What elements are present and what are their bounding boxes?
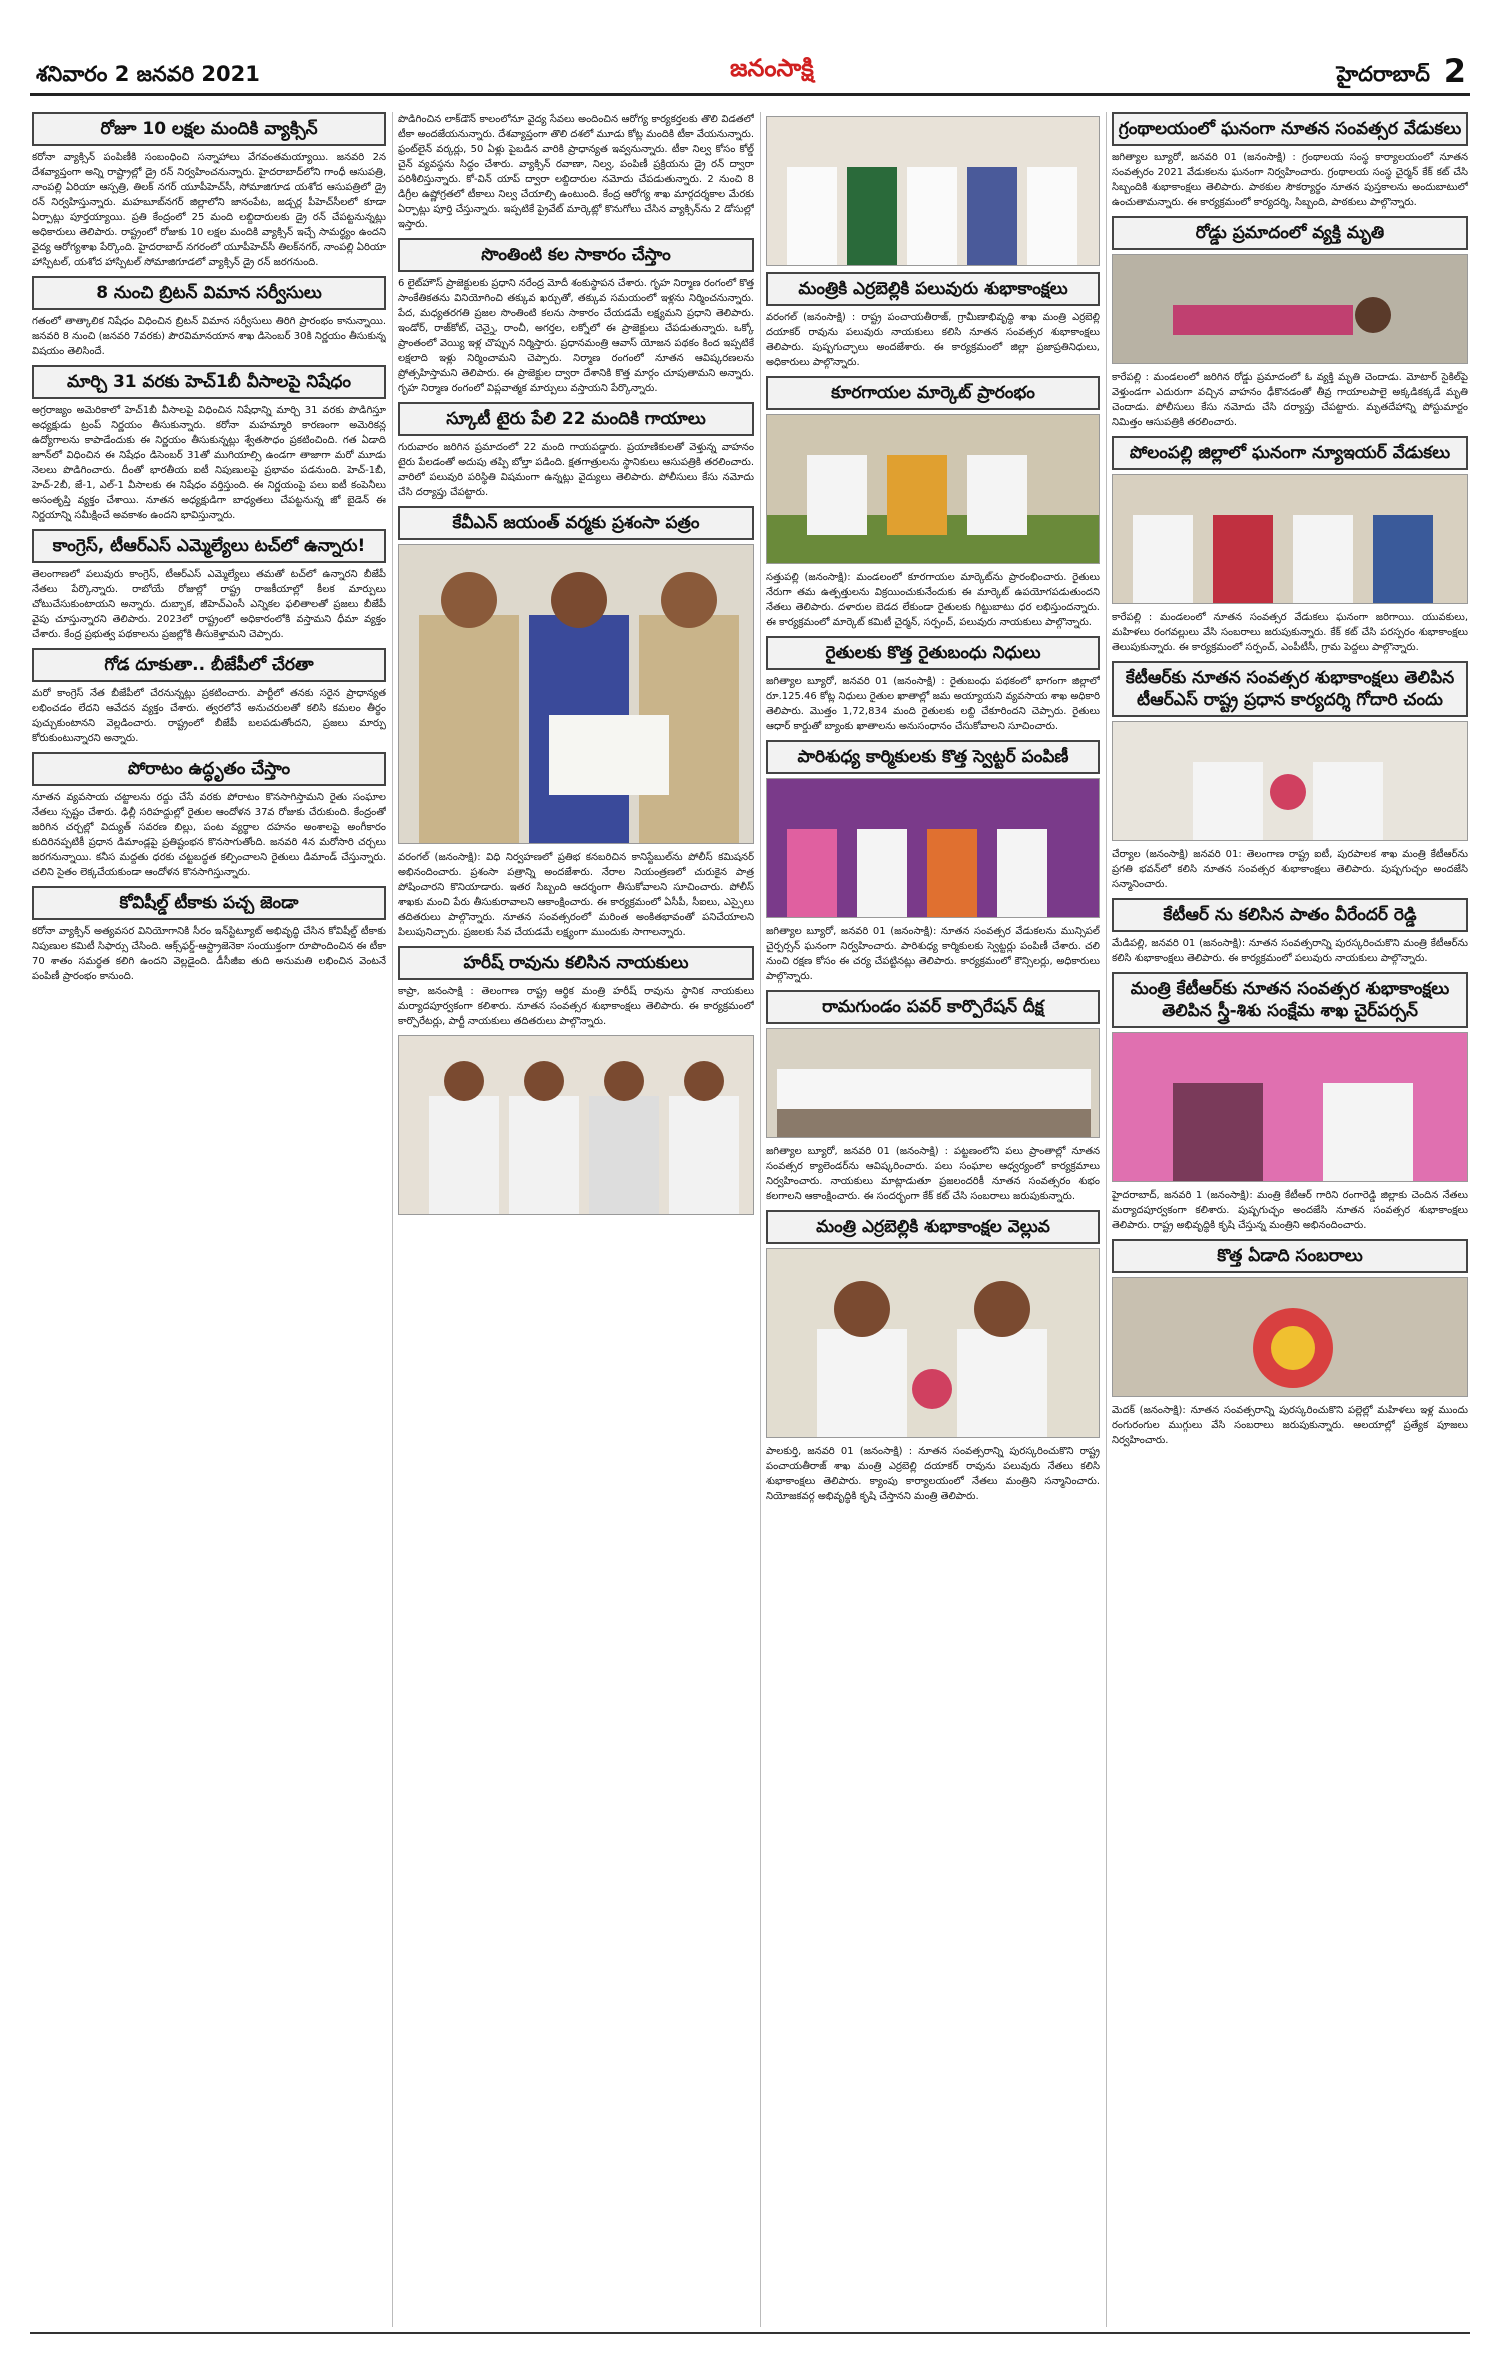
column-divider: [392, 112, 393, 2327]
article-body: 6 లైట్‌హౌస్ ప్రాజెక్టులకు ప్రధాని నరేంద్ర మోదీ శంకుస్థాపన చేశారు. గృహ నిర్మాణ రంగంలో కొత్త సాంకేతికతను వినియోగించి తక్కువ ఖర్చుతో, తక్కువ సమయంలో ఇళ్లను నిర్మించనున్నారు. పేద, మధ్యతరగతి ప్రజల సొంతింటి కలను సాకారం చేయడమే లక్ష్యమని ప్రధాని తెలిపారు. ఇండోర్, రాజ్‌కోట్, చెన్నై, రాంచీ, అగర్తల, లక్నోలో ఈ ప్రాజెక్టులు చేపడుతున్నారు. ఒక్కో ప్రాంతంలో వెయ్యి ఇళ్ల చొప్పున నిర్మిస్తారు. ప్రధానమంత్రి ఆవాస్ యోజన పథకం కింద ఇప్పటికే లక్షలాది ఇళ్లు నిర్మించామని చెప్పారు. నిర్మాణ రంగంలో నూతన ఆవిష్కరణలను ప్రోత్సహిస్తామని తెలిపారు. ఈ ప్రాజెక్టుల ద్వారా దేశానికి కొత్త మార్గం చూపుతామని అన్నారు. గృహ నిర్మాణ రంగంలో విప్లవాత్మక మార్పులు వస్తాయని పేర్కొన్నారు.: [398, 278, 754, 394]
headline: పోలంపల్లి జిల్లాలో ఘనంగా న్యూఇయర్ వేడుకలు: [1112, 436, 1468, 470]
ktr-greeting-photo: [1112, 721, 1468, 841]
headline: కోవిషీల్డ్ టీకాకు పచ్చ జెండా: [32, 886, 386, 920]
article-body: జగిత్యాల బ్యూరో, జనవరి 01 (జనంసాక్షి) : రైతుబంధు పథకంలో భాగంగా జిల్లాలో రూ.125.46 కోట్ల నిధులు రైతుల ఖాతాల్లో జమ అయ్యాయని వ్యవసాయ శాఖ అధికారి తెలిపారు. మొత్తం 1,72,834 మంది రైతులకు లబ్ది చేకూరిందని చెప్పారు. రైతులు ఆధార్ కార్డుతో బ్యాంకు ఖాతాలను అనుసంధానం చేసుకోవాలని సూచించారు.: [766, 676, 1100, 732]
minister-greeting-photo-graphic: [767, 1249, 1100, 1438]
column-1: [32, 112, 386, 2327]
ktr-greeting-photo-graphic: [1113, 722, 1468, 841]
headline: హరీష్ రావును కలిసిన నాయకులు: [398, 946, 754, 980]
greeting-photo-1-graphic: [767, 117, 1100, 266]
protest-photo: [766, 1028, 1100, 1138]
headline: పోరాటం ఉద్ధృతం చేస్తాం: [32, 752, 386, 786]
headline: పారిశుధ్య కార్మికులకు కొత్త స్వెట్టర్ పంపిణీ: [766, 740, 1100, 774]
headline: మంత్రి ఎర్రబెల్లికి శుభాకాంక్షల వెల్లువ: [766, 1210, 1100, 1244]
headline: రోజూ 10 లక్షల మందికి వ్యాక్సిన్: [32, 112, 386, 146]
headline: రైతులకు కొత్త రైతుబంధు నిధులు: [766, 636, 1100, 670]
column-divider: [1106, 112, 1107, 2327]
greeting-photo-1: [766, 116, 1100, 266]
column-4: [1112, 112, 1468, 2327]
article-body: వరంగల్ (జనంసాక్షి) : రాష్ట్ర పంచాయతీరాజ్, గ్రామీణాభివృద్ధి శాఖ మంత్రి ఎర్రబెల్లి దయాకర్ రావును పలువురు నాయకులు కలిసి నూతన సంవత్సర శుభాకాంక్షలు తెలిపారు. పుష్పగుచ్ఛాలు అందజేశారు. ఈ కార్యక్రమంలో జిల్లా ప్రజాప్రతినిధులు, అధికారులు పాల్గొన్నారు.: [766, 312, 1100, 368]
headline: గ్రంథాలయంలో ఘనంగా నూతన సంవత్సర వేడుకలు: [1112, 112, 1468, 146]
headline: గోడ దూకుతా.. బీజేపీలో చేరతా: [32, 648, 386, 682]
headline: కేవీఎన్ జయంత్ వర్మకు ప్రశంసా పత్రం: [398, 506, 754, 540]
headline: కొత్త ఏడాది సంబరాలు: [1112, 1239, 1468, 1273]
masthead: [30, 48, 1470, 96]
accident-photo: [1112, 254, 1468, 364]
article-body: వరంగల్ (జనంసాక్షి): విధి నిర్వహణలో ప్రతిభ కనబరిచిన కానిస్టేబుల్‌ను పోలీస్ కమిషనర్ అభినందించారు. ప్రశంసా పత్రాన్ని అందజేశారు. నేరాల నియంత్రణలో చురుకైన పాత్ర పోషించారని కొనియాడారు. ఇతర సిబ్బంది ఆదర్శంగా తీసుకోవాలని సూచించారు. పోలీస్ శాఖకు మంచి పేరు తీసుకురావాలని ఆకాంక్షించారు. ఈ కార్యక్రమంలో ఏసీపీ, సీఐలు, ఎస్సైలు తదితరులు పాల్గొన్నారు. నూతన సంవత్సరంలో మరింత అంకితభావంతో పనిచేయాలని పిలుపునిచ్చారు. ప్రజలకు సేవ చేయడమే లక్ష్యంగా ముందుకు సాగాలన్నారు.: [398, 852, 754, 938]
article-body: హైదరాబాద్, జనవరి 1 (జనంసాక్షి): మంత్రి కేటీఆర్ గారిని రంగారెడ్డి జిల్లాకు చెందిన నేతలు మర్యాదపూర్వకంగా కలిశారు. పుష్పగుచ్ఛం అందజేసి నూతన సంవత్సర శుభాకాంక్షలు తెలిపారు. రాష్ట్ర అభివృద్ధికి కృషి చేస్తున్న మంత్రిని అభినందించారు.: [1112, 1190, 1468, 1231]
ktr-meeting-photo: [1112, 1032, 1468, 1182]
headline: 8 నుంచి బ్రిటన్ విమాన సర్వీసులు: [32, 276, 386, 310]
edition-city: హైదరాబాద్: [1336, 62, 1430, 86]
article-body: కాప్రా, జనంసాక్షి : తెలంగాణ రాష్ట్ర ఆర్థిక మంత్రి హరీష్ రావును స్థానిక నాయకులు మర్యాదపూర్వకంగా కలిశారు. నూతన సంవత్సర శుభాకాంక్షలు తెలిపారు. ఈ కార్యక్రమంలో కార్పొరేటర్లు, పార్టీ నాయకులు తదితరులు పాల్గొన్నారు.: [398, 986, 754, 1027]
minister-greeting-photo: [766, 1248, 1100, 1438]
headline: మంత్రి కేటీఆర్‌కు నూతన సంవత్సర శుభాకాంక్షలు తెలిపిన స్త్రీ-శిశు సంక్షేమ శాఖ చైర్‌పర్సన్: [1112, 972, 1468, 1028]
headline: మార్చి 31 వరకు హెచ్1బీ వీసాలపై నిషేధం: [32, 365, 386, 399]
article-body: సత్తుపల్లి (జనంసాక్షి): మండలంలో కూరగాయల మార్కెట్‌ను ప్రారంభించారు. రైతులు నేరుగా తమ ఉత్పత్తులను విక్రయించుకునేందుకు ఈ మార్కెట్ ఉపయోగపడుతుందని నేతలు తెలిపారు. దళారుల బెడద లేకుండా రైతులకు గిట్టుబాటు ధర లభిస్తుందన్నారు. ఈ కార్యక్రమంలో మార్కెట్ కమిటీ చైర్మన్, సర్పంచ్, పలువురు నాయకులు పాల్గొన్నారు.: [766, 572, 1100, 628]
headline: సొంతింటి కల సాకారం చేస్తాం: [398, 238, 754, 272]
article-body: అగ్రరాజ్యం అమెరికాలో హెచ్1బీ వీసాలపై విధించిన నిషేధాన్ని మార్చి 31 వరకు పొడిగిస్తూ అధ్యక్షుడు ట్రంప్ నిర్ణయం తీసుకున్నారు. కరోనా మహమ్మారి కారణంగా అమెరికన్ల ఉద్యోగాలను కాపాడేందుకు ఈ నిర్ణయం తీసుకున్నట్లు శ్వేతసౌధం ప్రకటించింది. గత ఏడాది జూన్‌లో విధించిన ఈ నిషేధం డిసెంబర్ 31తో ముగియాల్సి ఉండగా తాజాగా మరో మూడు నెలలు పొడిగించారు. దీంతో భారతీయ ఐటీ నిపుణులపై ప్రభావం పడనుంది. హెచ్-1బీ, హెచ్-2బీ, జే-1, ఎల్-1 వీసాలకు ఈ నిషేధం వర్తిస్తుంది. ఈ నిర్ణయంపై పలు ఐటీ కంపెనీలు అసంతృప్తి వ్యక్తం చేశాయి. నూతన అధ్యక్షుడిగా బాధ్యతలు చేపట్టనున్న జో బైడెన్ ఈ నిర్ణయాన్ని సమీక్షించే అవకాశం ఉందని భావిస్తున్నారు.: [32, 405, 386, 521]
article-body: మెదక్ (జనంసాక్షి): నూతన సంవత్సరాన్ని పురస్కరించుకొని పల్లెల్లో మహిళలు ఇళ్ల ముందు రంగురంగుల ముగ్గులు వేసి సంబరాలు జరుపుకున్నారు. ఆలయాల్లో ప్రత్యేక పూజలు నిర్వహించారు.: [1112, 1405, 1468, 1446]
column-divider: [760, 112, 761, 2327]
article-body: పొడిగించిన లాక్‌డౌన్ కాలంలోనూ వైద్య సేవలు అందించిన ఆరోగ్య కార్యకర్తలకు తొలి విడతలో టీకా అందజేయనున్నారు. దేశవ్యాప్తంగా తొలి దశలో మూడు కోట్ల మందికి టీకా వేయనున్నారు. ఫ్రంట్‌లైన్ వర్కర్లు, 50 ఏళ్లు పైబడిన వారికి ప్రాధాన్యత ఇవ్వనున్నారు. టీకా నిల్వ కోసం కోల్డ్ చైన్ వ్యవస్థను సిద్ధం చేశారు. వ్యాక్సిన్ రవాణా, నిల్వ, పంపిణీ ప్రక్రియను డ్రై రన్ ద్వారా పరిశీలిస్తున్నారు. కో-విన్ యాప్ ద్వారా లబ్దిదారుల నమోదు చేపడుతున్నారు. 2 నుంచి 8 డిగ్రీల ఉష్ణోగ్రతలో టీకాలు నిల్వ చేయాల్సి ఉంటుంది. కేంద్ర ఆరోగ్య శాఖ మార్గదర్శకాల మేరకు ఏర్పాట్లు పూర్తి చేస్తున్నారు. ఇప్పటికే ప్రైవేట్ మార్కెట్లో కొనుగోలు చేసిన వ్యాక్సిన్‌ను 2 డోసుల్లో ఇస్తారు.: [398, 114, 754, 230]
meeting-minister-photo: [398, 1035, 754, 1215]
article-body: గతంలో తాత్కాలిక నిషేధం విధించిన బ్రిటన్ విమాన సర్వీసులు తిరిగి ప్రారంభం కానున్నాయి. జనవరి 8 నుంచి (జనవరి 7వరకు) పౌరవిమానయాన శాఖ డిసెంబర్ 30కి నిర్ణయం తీసుకున్న విషయం తెలిసిందే.: [32, 316, 386, 357]
article-body: తెలంగాణలో పలువురు కాంగ్రెస్, టీఆర్‌ఎస్ ఎమ్మెల్యేలు తమతో టచ్‌లో ఉన్నారని బీజేపీ నేతలు పేర్కొన్నారు. రాబోయే రోజుల్లో రాష్ట్ర రాజకీయాల్లో కీలక మార్పులు చోటుచేసుకుంటాయని అన్నారు. దుబ్బాక, జీహెచ్‌ఎంసీ ఎన్నికల ఫలితాలతో ప్రజలు బీజేపీ వైపు చూస్తున్నారని తెలిపారు. 2023లో రాష్ట్రంలో అధికారంలోకి వస్తామని ధీమా వ్యక్తం చేశారు. కేంద్ర ప్రభుత్వ పథకాలను ప్రజల్లోకి తీసుకెళ్తామని చెప్పారు.: [32, 569, 386, 640]
headline: మంత్రికి ఎర్రబెల్లికి పలువురు శుభాకాంక్షలు: [766, 272, 1100, 306]
article-body: కరోనా వ్యాక్సిన్ అత్యవసర వినియోగానికి సీరం ఇన్‌స్టిట్యూట్ అభివృద్ధి చేసిన కోవిషీల్డ్ టీకాకు నిపుణుల కమిటీ సిఫార్సు చేసింది. ఆక్స్‌ఫర్డ్-ఆస్ట్రాజెనెకా సంయుక్తంగా రూపొందించిన ఈ టీకా 70 శాతం సమర్థత కలిగి ఉందని వెల్లడైంది. డీసీజీఐ తుది అనుమతి లభించిన వెంటనే పంపిణీ ప్రారంభం కానుంది.: [32, 926, 386, 982]
bottom-rule: [30, 2332, 1470, 2334]
page-number: 2: [1443, 52, 1466, 90]
article-body: జగిత్యాల బ్యూరో, జనవరి 01 (జనంసాక్షి): నూతన సంవత్సర వేడుకలను మున్సిపల్ చైర్పర్సన్ ఘనంగా నిర్వహించారు. పారిశుధ్య కార్మికులకు స్వెట్టర్లు పంపిణీ చేశారు. చలి నుంచి రక్షణ కోసం ఈ చర్య చేపట్టినట్లు తెలిపారు. కార్యక్రమంలో కౌన్సిలర్లు, అధికారులు పాల్గొన్నారు.: [766, 926, 1100, 982]
sweater-distribution-photo: [766, 778, 1100, 918]
accident-photo-graphic: [1113, 255, 1468, 364]
article-body: పాలకుర్తి, జనవరి 01 (జనంసాక్షి) : నూతన సంవత్సరాన్ని పురస్కరించుకొని రాష్ట్ర పంచాయతీరాజ్ శాఖ మంత్రి ఎర్రబెల్లి దయాకర్ రావును పలువురు నేతలు కలిసి శుభాకాంక్షలు తెలిపారు. క్యాంపు కార్యాలయంలో నేతలు మంత్రిని సన్మానించారు. నియోజకవర్గ అభివృద్ధికి కృషి చేస్తానని మంత్రి తెలిపారు.: [766, 1446, 1100, 1502]
sweater-distribution-photo-graphic: [767, 779, 1100, 918]
article-body: జగిత్యాల బ్యూరో, జనవరి 01 (జనంసాక్షి) : గ్రంథాలయ సంస్థ కార్యాలయంలో నూతన సంవత్సరం 2021 వేడుకలను ఘనంగా నిర్వహించారు. గ్రంథాలయ సంస్థ చైర్మన్ కేక్ కట్ చేసి సిబ్బందికి శుభాకాంక్షలు తెలిపారు. పాఠకుల సౌకర్యార్థం నూతన పుస్తకాలను అందుబాటులో ఉంచుతామన్నారు. ఈ కార్యక్రమంలో కార్యదర్శి, సిబ్బంది, పాఠకులు పాల్గొన్నారు.: [1112, 152, 1468, 208]
newyear-celebration-photo: [1112, 474, 1468, 604]
article-body: నూతన వ్యవసాయ చట్టాలను రద్దు చేసే వరకు పోరాటం కొనసాగిస్తామని రైతు సంఘాల నేతలు స్పష్టం చేశారు. ఢిల్లీ సరిహద్దుల్లో రైతుల ఆందోళన 37వ రోజుకు చేరుకుంది. కేంద్రంతో జరిగిన చర్చల్లో విద్యుత్ సవరణ బిల్లు, పంట వ్యర్థాల దహనం అంశాలపై అంగీకారం కుదిరినప్పటికీ ప్రధాన డిమాండ్లపై ప్రతిష్టంభన కొనసాగుతోంది. జనవరి 4న మరోసారి చర్చలు జరగనున్నాయి. కనీస మద్దతు ధరకు చట్టబద్ధత కల్పించాలని రైతులు డిమాండ్ చేస్తున్నారు. చలిని సైతం లెక్కచేయకుండా ఆందోళన కొనసాగిస్తున్నారు.: [32, 792, 386, 878]
headline: కాంగ్రెస్, టీఆర్‌ఎస్ ఎమ్మెల్యేలు టచ్‌లో ఉన్నారు!: [32, 529, 386, 563]
article-body: మరో కాంగ్రెస్ నేత బీజేపీలో చేరనున్నట్లు ప్రకటించారు. పార్టీలో తనకు సరైన ప్రాధాన్యత లభించడం లేదని ఆవేదన వ్యక్తం చేశారు. త్వరలోనే అనుచరులతో కలిసి కమలం తీర్థం పుచ్చుకుంటానని వెల్లడించారు. రాష్ట్రంలో బీజేపీ బలపడుతోందని, ప్రజలు మార్పు కోరుకుంటున్నారని అన్నారు.: [32, 688, 386, 744]
paper-logo: జనంసాక్షి: [730, 54, 814, 82]
article-body: మేడిపల్లి, జనవరి 01 (జనంసాక్షి): నూతన సంవత్సరాన్ని పురస్కరించుకొని మంత్రి కేటీఆర్‌ను కలిసి శుభాకాంక్షలు తెలిపారు. ఈ కార్యక్రమంలో పలువురు నాయకులు పాల్గొన్నారు.: [1112, 938, 1468, 964]
headline: రామగుండం పవర్ కార్పొరేషన్‌ దీక్ష: [766, 990, 1100, 1024]
column-2: [398, 112, 754, 2327]
headline: రోడ్డు ప్రమాదంలో వ్యక్తి మృతి: [1112, 216, 1468, 250]
article-body: గురువారం జరిగిన ప్రమాదంలో 22 మంది గాయపడ్డారు. ప్రయాణికులతో వెళ్తున్న వాహనం టైరు పేలడంతో అదుపు తప్పి బోల్తా పడింది. క్షతగాత్రులను స్థానికులు ఆసుపత్రికి తరలించారు. వారిలో పలువురి పరిస్థితి విషమంగా ఉన్నట్లు వైద్యులు తెలిపారు. పోలీసులు కేసు నమోదు చేసి దర్యాప్తు చేపట్టారు.: [398, 442, 754, 498]
rangoli-photo: [1112, 1277, 1468, 1397]
police-award-photo: [398, 544, 754, 844]
article-body: చేర్యాల (జనంసాక్షి) జనవరి 01: తెలంగాణ రాష్ట్ర ఐటీ, పురపాలక శాఖ మంత్రి కేటీఆర్‌ను ప్రగతి భవన్‌లో కలిసి నూతన సంవత్సర శుభాకాంక్షలు తెలిపారు. పుష్పగుచ్ఛం అందజేసి సన్మానించారు.: [1112, 849, 1468, 890]
vegetable-market-photo: [766, 414, 1100, 564]
police-award-photo-graphic: [399, 545, 754, 844]
issue-date: శనివారం 2 జనవరి 2021: [36, 62, 260, 86]
meeting-minister-photo-graphic: [399, 1036, 754, 1215]
rangoli-photo-graphic: [1113, 1278, 1468, 1397]
newyear-celebration-photo-graphic: [1113, 475, 1468, 604]
headline: కేటీఆర్‌కు నూతన సంవత్సర శుభాకాంక్షలు తెలిపిన టీఆర్‌ఎస్ రాష్ట్ర ప్రధాన కార్యదర్శి గోదారి చందు: [1112, 661, 1468, 717]
column-3: [766, 112, 1100, 2327]
protest-photo-graphic: [767, 1029, 1100, 1138]
article-body: జగిత్యాల బ్యూరో, జనవరి 01 (జనంసాక్షి) : పట్టణంలోని పలు ప్రాంతాల్లో నూతన సంవత్సర క్యాలెండర్‌ను ఆవిష్కరించారు. పలు సంఘాల ఆధ్వర్యంలో కార్యక్రమాలు నిర్వహించారు. నాయకులు మాట్లాడుతూ ప్రజలందరికీ నూతన సంవత్సరం శుభం కలగాలని ఆకాంక్షించారు. ఈ సందర్భంగా కేక్ కట్ చేసి సంబరాలు జరుపుకున్నారు.: [766, 1146, 1100, 1202]
article-body: కరోనా వ్యాక్సిన్ పంపిణీకి సంబంధించి సన్నాహాలు వేగవంతమయ్యాయి. జనవరి 2న దేశవ్యాప్తంగా అన్ని రాష్ట్రాల్లో డ్రై రన్ నిర్వహించనున్నారు. హైదరాబాద్‌లోని గాంధీ ఆసుపత్రి, నాంపల్లి ఏరియా ఆస్పత్రి, తిలక్ నగర్ యూపీహెచ్‌సీ, సోమాజిగూడ యశోద ఆసుపత్రిలో డ్రై రన్ నిర్వహిస్తున్నారు. మహబూబ్‌నగర్ జిల్లాలోని జానంపేట, జడ్చర్ల పీహెచ్‌సీలలో కూడా ఏర్పాట్లు పూర్తయ్యాయి. ప్రతి కేంద్రంలో 25 మంది లబ్దిదారులకు డ్రై రన్ చేపట్టనున్నట్లు అధికారులు తెలిపారు. రాష్ట్రంలో రోజుకు 10 లక్షల మందికి వ్యాక్సిన్ ఇచ్చే సామర్థ్యం ఉందని వైద్య ఆరోగ్యశాఖ పేర్కొంది. హైదరాబాద్ నగరంలో యూపీహెచ్‌సీ తిలక్‌నగర్, నాంపల్లి ఏరియా హాస్పిటల్, యశోద హాస్పిటల్ సోమాజిగూడలో వ్యాక్సిన్ డ్రై రన్ జరగనుంది.: [32, 152, 386, 268]
headline: కూరగాయల మార్కెట్ ప్రారంభం: [766, 376, 1100, 410]
ktr-meeting-photo-graphic: [1113, 1033, 1468, 1182]
headline: స్కూటీ టైరు పేలి 22 మందికి గాయాలు: [398, 402, 754, 436]
article-body: కారేపల్లి : మండలంలో నూతన సంవత్సర వేడుకలు ఘనంగా జరిగాయి. యువకులు, మహిళలు రంగవల్లులు వేసి సంబరాలు జరుపుకున్నారు. కేక్ కట్ చేసి పరస్పరం శుభాకాంక్షలు తెలుపుకున్నారు. ఈ కార్యక్రమంలో సర్పంచ్, ఎంపీటీసీ, గ్రామ పెద్దలు పాల్గొన్నారు.: [1112, 612, 1468, 653]
vegetable-market-photo-graphic: [767, 415, 1100, 564]
article-body: కారేపల్లి : మండలంలో జరిగిన రోడ్డు ప్రమాదంలో ఓ వ్యక్తి మృతి చెందాడు. మోటార్ సైకిల్‌పై వెళ్తుండగా ఎదురుగా వచ్చిన వాహనం ఢీకొనడంతో తీవ్ర గాయాలపాలై అక్కడికక్కడే మృతి చెందాడు. పోలీసులు కేసు నమోదు చేసి దర్యాప్తు చేపట్టారు. మృతదేహాన్ని పోస్టుమార్టం నిమిత్తం ఆసుపత్రికి తరలించారు.: [1112, 372, 1468, 428]
headline: కేటీఆర్ ను కలిసిన పాతం వీరేందర్ రెడ్డి: [1112, 898, 1468, 932]
